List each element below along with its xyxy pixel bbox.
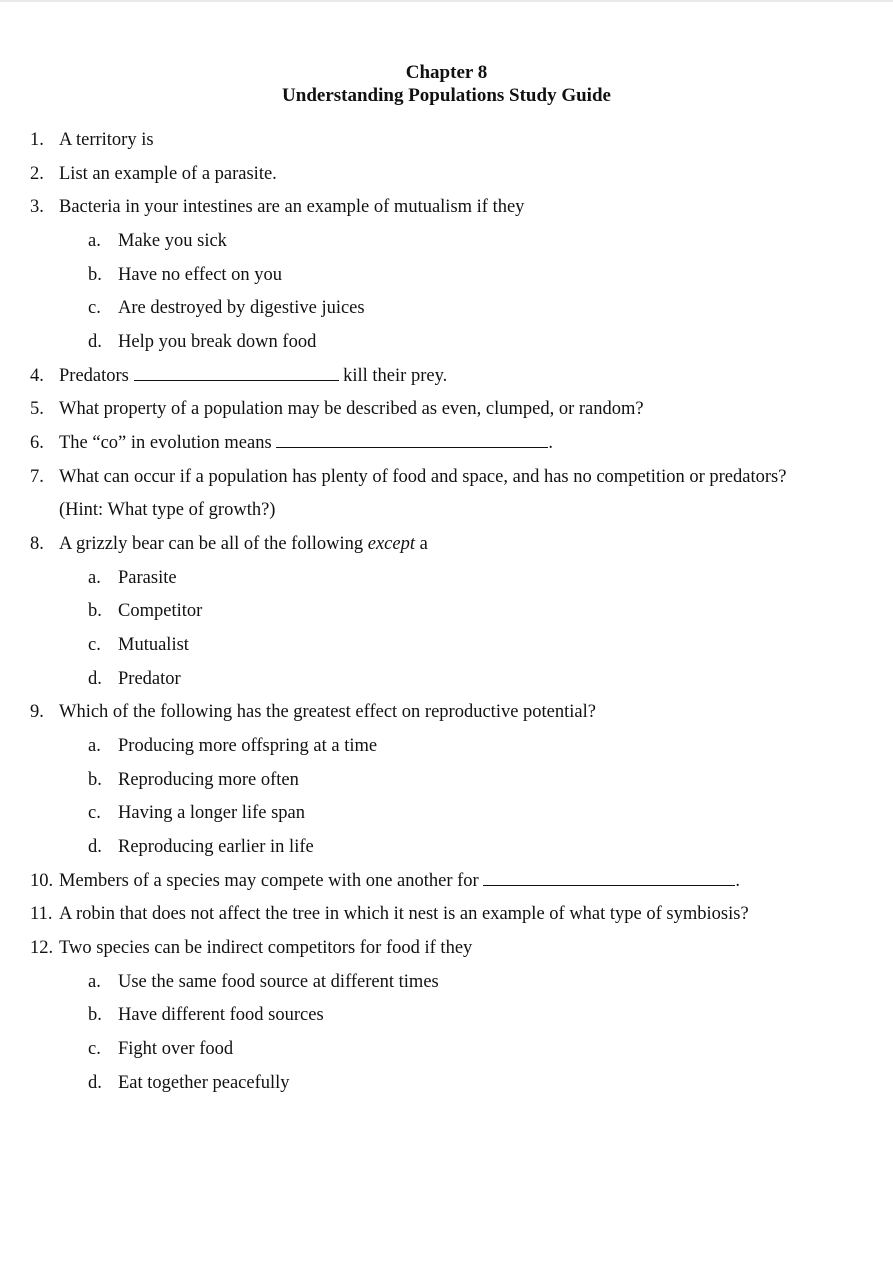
option-text: Have no effect on you xyxy=(118,265,283,285)
answer-blank xyxy=(483,871,735,886)
option-text: Are destroyed by digestive juices xyxy=(118,298,365,318)
option-letter: c. xyxy=(88,298,101,318)
question-number: 11. xyxy=(30,904,53,924)
option-text: Mutualist xyxy=(118,635,189,655)
option-text: Competitor xyxy=(118,601,203,621)
option-text: Reproducing more often xyxy=(118,770,299,790)
option-text: Producing more offspring at a time xyxy=(118,736,378,756)
option-letter: c. xyxy=(88,803,101,823)
question-number: 1. xyxy=(30,130,44,150)
option-letter: b. xyxy=(88,770,102,790)
chapter-heading: Chapter 8 xyxy=(405,62,488,83)
question-text: Predators xyxy=(59,366,129,386)
answer-blank xyxy=(276,433,548,448)
question-text: Two species can be indirect competitors for food if they xyxy=(59,938,473,958)
question-text-after: a xyxy=(419,534,428,554)
question-text: Members of a species may compete with one another for xyxy=(59,871,479,891)
question-number: 5. xyxy=(30,399,44,419)
option-letter: b. xyxy=(88,265,102,285)
question-text-after: . xyxy=(735,871,740,891)
question-number: 4. xyxy=(30,366,44,386)
question-number: 3. xyxy=(30,197,44,217)
option-letter: c. xyxy=(88,635,101,655)
option-letter: d. xyxy=(88,1073,102,1093)
option-letter: d. xyxy=(88,332,102,352)
option-letter: d. xyxy=(88,837,102,857)
answer-blank xyxy=(134,366,339,381)
question-text-after: kill their prey. xyxy=(343,366,448,386)
option-text: Having a longer life span xyxy=(118,803,305,823)
option-text: Eat together peacefully xyxy=(118,1073,290,1093)
option-letter: a. xyxy=(88,231,101,251)
question-hint: (Hint: What type of growth?) xyxy=(59,500,276,520)
question-number: 9. xyxy=(30,702,44,722)
option-letter: a. xyxy=(88,568,101,588)
question-number: 8. xyxy=(30,534,44,554)
option-letter: a. xyxy=(88,972,101,992)
option-letter: c. xyxy=(88,1039,101,1059)
question-number: 7. xyxy=(30,467,44,487)
question-text: The “co” in evolution means xyxy=(59,433,272,453)
question-text: A territory is xyxy=(59,130,154,150)
page-title: Understanding Populations Study Guide xyxy=(282,85,611,106)
question-number: 2. xyxy=(30,164,44,184)
option-text: Predator xyxy=(118,669,181,689)
question-text-after: . xyxy=(548,433,553,453)
option-text: Have different food sources xyxy=(118,1005,324,1025)
question-text: What can occur if a population has plenty of food and space, and has no competition or predators? xyxy=(59,467,787,487)
option-letter: b. xyxy=(88,601,102,621)
option-text: Help you break down food xyxy=(118,332,317,352)
question-text: Bacteria in your intestines are an example of mutualism if they xyxy=(59,197,525,217)
question-text: What property of a population may be described as even, clumped, or random? xyxy=(59,399,644,419)
question-text: A robin that does not affect the tree in which it nest is an example of what type of symbiosis? xyxy=(59,904,749,924)
option-text: Make you sick xyxy=(118,231,227,251)
option-letter: a. xyxy=(88,736,101,756)
question-number: 10. xyxy=(30,871,54,891)
option-text: Reproducing earlier in life xyxy=(118,837,314,857)
question-text: List an example of a parasite. xyxy=(59,164,277,184)
option-text: Parasite xyxy=(118,568,177,588)
question-emphasis: except xyxy=(367,534,415,554)
option-letter: b. xyxy=(88,1005,102,1025)
option-text: Use the same food source at different times xyxy=(118,972,439,992)
question-text: A grizzly bear can be all of the following xyxy=(59,534,364,554)
question-number: 12. xyxy=(30,938,54,958)
question-text: Which of the following has the greatest effect on reproductive potential? xyxy=(59,702,596,722)
option-text: Fight over food xyxy=(118,1039,234,1059)
question-number: 6. xyxy=(30,433,44,453)
page-top-border xyxy=(0,0,893,2)
option-letter: d. xyxy=(88,669,102,689)
